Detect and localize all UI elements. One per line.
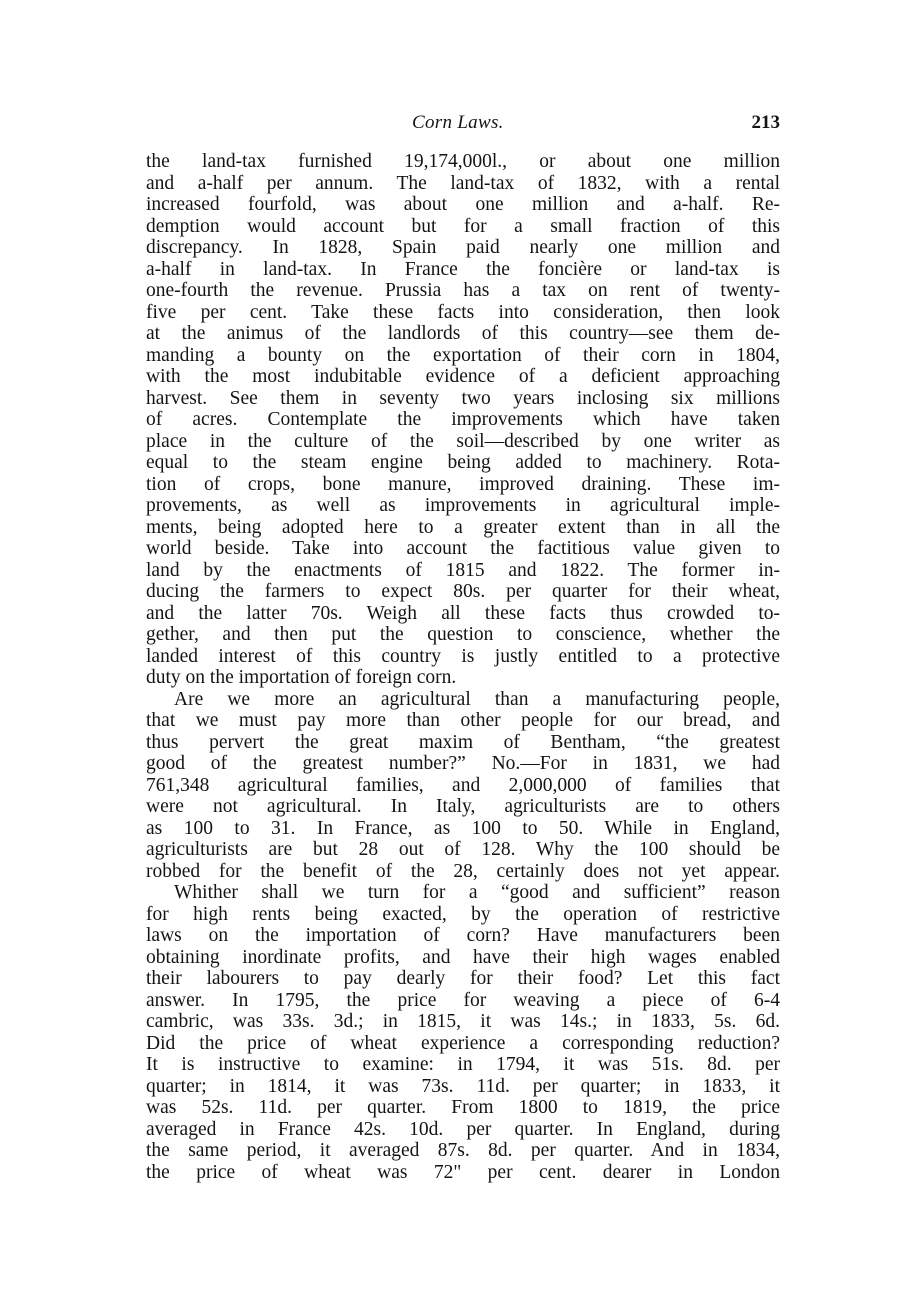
- text-line: of acres. Contemplate the improvements which have taken: [146, 409, 780, 430]
- text-line: and the latter 70s. Weigh all these facts thus crowded to-: [146, 602, 780, 624]
- text-line: Are we more an agricultural than a manufacturing people,: [174, 688, 780, 710]
- text-line: equal to the steam engine being added to machinery. Rota-: [146, 452, 780, 473]
- text-line: the price of wheat was 72" per cent. dearer in London: [146, 1161, 780, 1183]
- text-line: Whither shall we turn for a “good and sufficient” reason: [174, 882, 780, 903]
- text-line: were not agricultural. In Italy, agriculturists are to others: [146, 796, 780, 817]
- paragraph-2: [146, 689, 780, 883]
- text-line: discrepancy. In 1828, Spain paid nearly one million and: [146, 237, 780, 258]
- text-line: their labourers to pay dearly for their food? Let this fact: [146, 968, 780, 989]
- text-line: laws on the importation of corn? Have manufacturers been: [146, 925, 780, 946]
- text-line: that we must pay more than other people for our bread, and: [146, 710, 780, 731]
- text-line: 761,348 agricultural families, and 2,000,000 of families that: [146, 774, 780, 796]
- text-line: Did the price of wheat experience a corresponding reduction?: [146, 1032, 780, 1054]
- paragraph-3: [146, 882, 780, 1183]
- text-line: good of the greatest number?” No.—For in 1831, we had: [146, 753, 780, 774]
- text-line: at the animus of the landlords of this country—see them de-: [146, 323, 780, 344]
- text-line: agriculturists are but 28 out of 128. Why the 100 should be: [146, 839, 780, 860]
- text-line: thus pervert the great maxim of Bentham, “the greatest: [146, 731, 780, 753]
- text-line: averaged in France 42s. 10d. per quarter. In England, during: [146, 1118, 780, 1140]
- page-number: 213: [751, 112, 780, 133]
- text-line: ments, being adopted here to a greater extent than in all the: [146, 516, 780, 538]
- text-line: obtaining inordinate profits, and have their high wages enabled: [146, 946, 780, 968]
- text-line: robbed for the benefit of the 28, certainly does not yet appear.: [146, 860, 780, 882]
- text-line: as 100 to 31. In France, as 100 to 50. While in England,: [146, 817, 780, 839]
- text-line: world beside. Take into account the factitious value given to: [146, 538, 780, 559]
- text-line: was 52s. 11d. per quarter. From 1800 to 1819, the price: [146, 1097, 780, 1118]
- text-line: increased fourfold, was about one million and a-half. Re-: [146, 194, 780, 215]
- running-title: Corn Laws.: [412, 112, 504, 133]
- text-line: manding a bounty on the exportation of their corn in 1804,: [146, 344, 780, 366]
- text-line: the land-tax furnished 19,174,000l., or about one million: [146, 151, 780, 172]
- body-text: [146, 151, 780, 1183]
- text-line: duty on the importation of foreign corn.: [146, 667, 457, 688]
- text-line: answer. In 1795, the price for weaving a piece of 6-4: [146, 989, 780, 1011]
- text-line: a-half in land-tax. In France the foncière or land-tax is: [146, 258, 780, 280]
- text-line: land by the enactments of 1815 and 1822. The former in-: [146, 559, 780, 581]
- text-line: provements, as well as improvements in agricultural imple-: [146, 495, 780, 516]
- text-line: ducing the farmers to expect 80s. per quarter for their wheat,: [146, 581, 780, 602]
- text-line: for high rents being exacted, by the operation of restrictive: [146, 903, 780, 925]
- text-line: landed interest of this country is justly entitled to a protective: [146, 645, 780, 667]
- text-line: tion of crops, bone manure, improved draining. These im-: [146, 473, 780, 495]
- text-line: the same period, it averaged 87s. 8d. per quarter. And in 1834,: [146, 1140, 780, 1161]
- text-line: quarter; in 1814, it was 73s. 11d. per quarter; in 1833, it: [146, 1075, 780, 1097]
- text-line: one-fourth the revenue. Prussia has a tax on rent of twenty-: [146, 280, 780, 301]
- text-line: It is instructive to examine: in 1794, it was 51s. 8d. per: [146, 1054, 780, 1075]
- text-line: place in the culture of the soil—described by one writer as: [146, 430, 780, 452]
- text-line: demption would account but for a small fraction of this: [146, 215, 780, 237]
- text-line: and a-half per annum. The land-tax of 1832, with a rental: [146, 172, 780, 194]
- paragraph-1: [146, 151, 780, 689]
- text-line: harvest. See them in seventy two years inclosing six millions: [146, 387, 780, 409]
- text-line: five per cent. Take these facts into consideration, then look: [146, 301, 780, 323]
- running-head: [146, 112, 780, 138]
- text-line: cambric, was 33s. 3d.; in 1815, it was 14s.; in 1833, 5s. 6d.: [146, 1011, 780, 1032]
- text-line: with the most indubitable evidence of a deficient approaching: [146, 366, 780, 387]
- text-line: gether, and then put the question to conscience, whether the: [146, 624, 780, 645]
